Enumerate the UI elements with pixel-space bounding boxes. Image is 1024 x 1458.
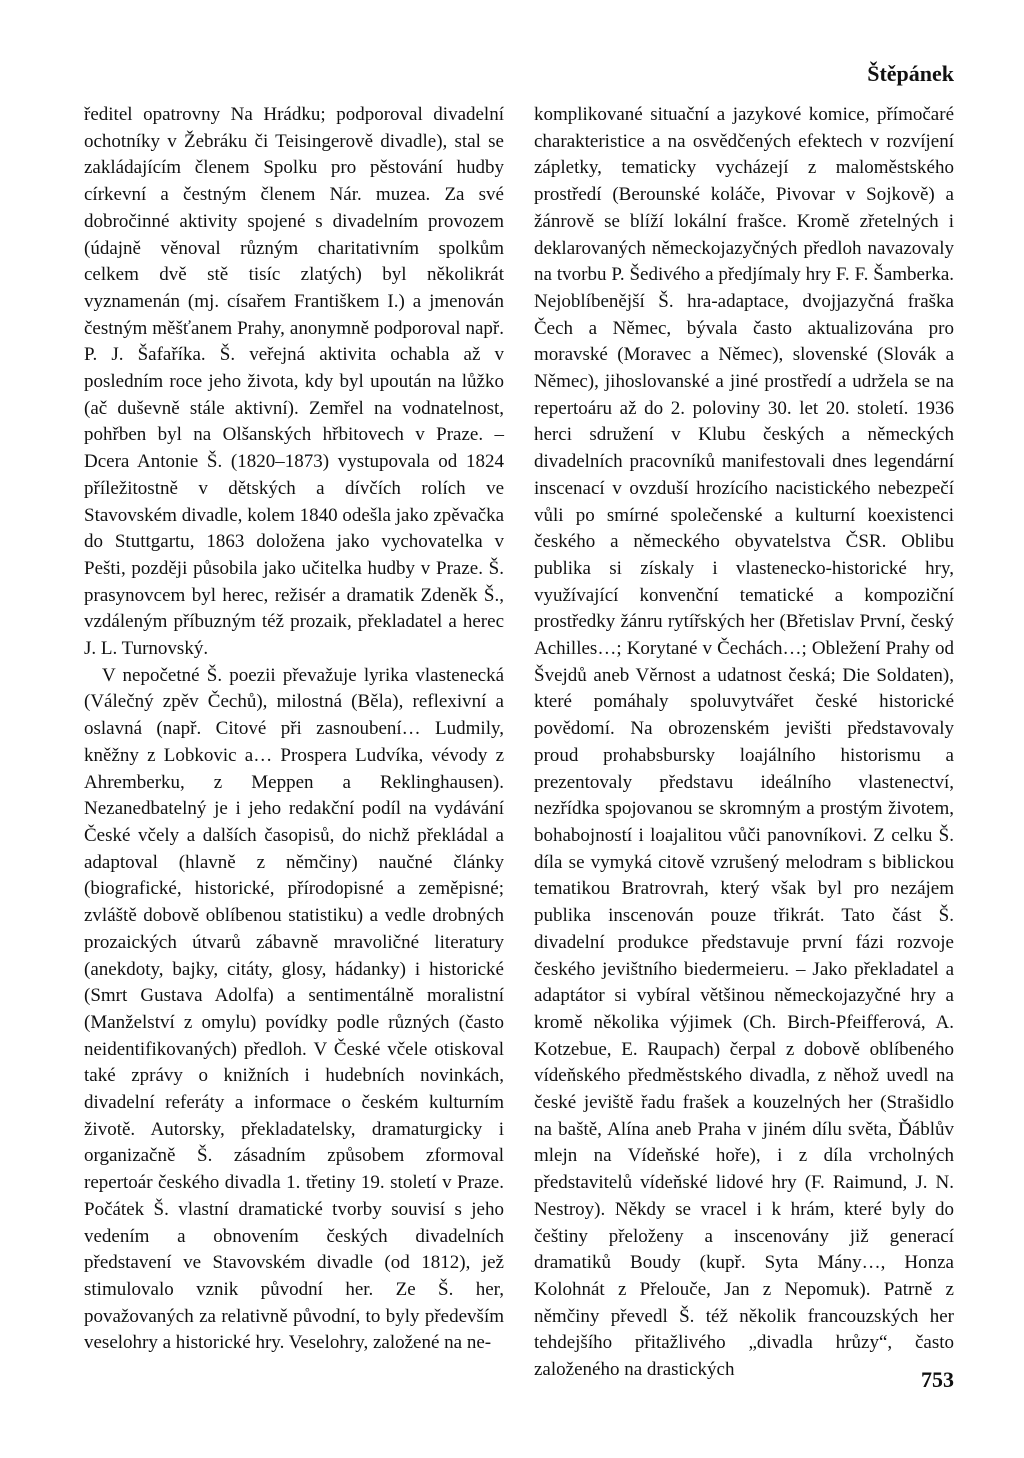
page-number: 753 [921,1367,954,1392]
right-column [534,102,954,1384]
left-paragraph-1: ředitel opatrovny Na Hrádku; podporoval divadelní ochotníky v Žebráku či Teisingerově divadle), stal se zakládajícím členem Spolku pro pěstování hudby církevní a čestným členem Nár. muzea. Za své dobročinné aktivity spojené s divadelním provozem (údajně věnoval různým charitativním spolkům celkem dvě stě tisíc zlatých) byl několikrát vyznamenán (mj. císařem Františkem I.) a jmenován čestným měšťanem Prahy, anonymně podporoval např. P. J. Šafaříka. Š. veřejná aktivita ochabla až v posledním roce jeho života, kdy byl upoután na lůžko (ač duševně stále aktivní). Zemřel na vodnatelnost, pohřben byl na Olšanských hřbitovech v Praze. – Dcera Antonie Š. (1820–1873) vystupovala od 1824 příležitostně v dětských a dívčích rolích ve Stavovském divadle, kolem 1840 odešla jako zpěvačka do Stuttgartu, 1863 doložena jako vychovatelka v Pešti, později působila jako učitelka hudby v Praze. Š. prasynovcem byl herec, režisér a dramatik Zdeněk Š., vzdáleným příbuzným též prozaik, překladatel a herec J. L. Turnovský. [84,104,504,660]
running-head: Štěpánek [867,61,954,86]
left-column [84,102,504,1357]
left-paragraph-2: V nepočetné Š. poezii převažuje lyrika vlastenecká (Válečný zpěv Čechů), milostná (Běla), reflexivní a oslavná (např. Citové při zasnoubení… Ludmily, kněžny z Lobkovic a… Prospera Ludvíka, vévody z Ahremberku, z Meppen a Reklinghausen). Nezanedbatelný je i jeho redakční podíl na vydávání České včely a dalších časopisů, do nichž překládal a adaptoval (hlavně z němčiny) naučné články (biografické, historické, přírodopisné a zeměpisné; zvláště dobově oblíbenou statistiku) a vedle drobných prozaických útvarů zábavně mravoličné literatury (anekdoty, bajky, citáty, glosy, hádanky) i historické (Smrt Gustava Adolfa) a sentimentálně moralistní (Manželství z omylu) povídky podle různých (často neidentifikovaných) předloh. V České včele otiskoval také zprávy o knižních i hudebních novinkách, divadelní referáty a informace o českém kulturním životě. Autorsky, překladatelsky, dramaturgicky i organizačně Š. zásadním způsobem zformoval repertoár českého divadla 1. třetiny 19. století v Praze. Počátek Š. vlastní dramatické tvorby souvisí s jeho vedením a obnovením českých divadelních představení ve Stavovském divadle (od 1812), jež stimulovalo vznik původní her. Ze Š. her, považovaných za relativně původní, to byly především veselohry a historické hry. Veselohry, založené na ne- [84,664,504,1354]
right-paragraph-1: komplikované situační a jazykové komice, přímočaré charakteristice a na osvědčených efektech v rozvíjení zápletky, tematicky vycházejí z maloměstského prostředí (Berounské koláče, Pivovar v Sojkově) a žánrově se blíží lokální frašce. Kromě zřetelných i deklarovaných německojazyčných předloh navazovaly na tvorbu P. Šedivého a předjímaly hry F. F. Šamberka. Nejoblíbenější Š. hra-adaptace, dvojjazyčná fraška Čech a Němec, bývala často aktualizována pro moravské (Moravec a Němec), slovenské (Slovák a Němec), jihoslovanské a jiné prostředí a udržela se na repertoáru až do 2. poloviny 30. let 20. století. 1936 herci sdružení v Klubu českých a německých divadelních pracovníků manifestovali dnes legendární inscenací v ovzduší hrozícího nacistického nebezpečí vůli po smírné společenské a kulturní koexistenci českého a německého obyvatelstva ČSR. Oblibu publika si získaly i vlastenecko-historické hry, využívající konvenční tematické a kompoziční prostředky žánru rytířských her (Břetislav První, český Achilles…; Korytané v Čechách…; Obležení Prahy od Švejdů aneb Věrnost a udatnost česká; Die Soldaten), které pomáhaly spoluvytvářet české historické povědomí. Na obrozenském jevišti představovaly proud prohabsbursky loajálního historismu a prezentovaly představu ideálního vlastenectví, nezřídka spojovanou se skromným a prostým životem, bohabojností i loajalitou vůči panovníkovi. Z celku Š. díla se vymyká citově vzrušený melodram s biblickou tematikou Bratrovrah, který však byl pro nezájem publika inscenován pouze třikrát. Tato část Š. divadelní produkce představuje první fázi rozvoje českého jevištního biedermeieru. – Jako překladatel a adaptátor si vybíral většinou německojazyčné hry a kromě několika výjimek (Ch. Birch-Pfeifferová, A. Kotzebue, E. Raupach) čerpal z dobově oblíbeného vídeňského předměstského divadla, z něhož uvedl na české jeviště řadu frašek a kouzelných her (Strašidlo na baště, Alína aneb Praha v jiném dílu světa, Ďáblův mlejn na Vídeňské hoře), i z díla vrcholných představitelů vídeňské lidové hry (F. Raimund, J. N. Nestroy). Někdy se vracel i k hrám, které byly do češtiny přeloženy a inscenovány již generací dramatiků Boudy (kupř. Syta Mány…, Honza Kolohnát z Přelouče, Jan z Nepomuk). Patrně z němčiny převedl Š. též několik francouzských her tehdejšího přitažlivého „divadla hrůzy“, často založeného na drastických [534,104,954,1381]
